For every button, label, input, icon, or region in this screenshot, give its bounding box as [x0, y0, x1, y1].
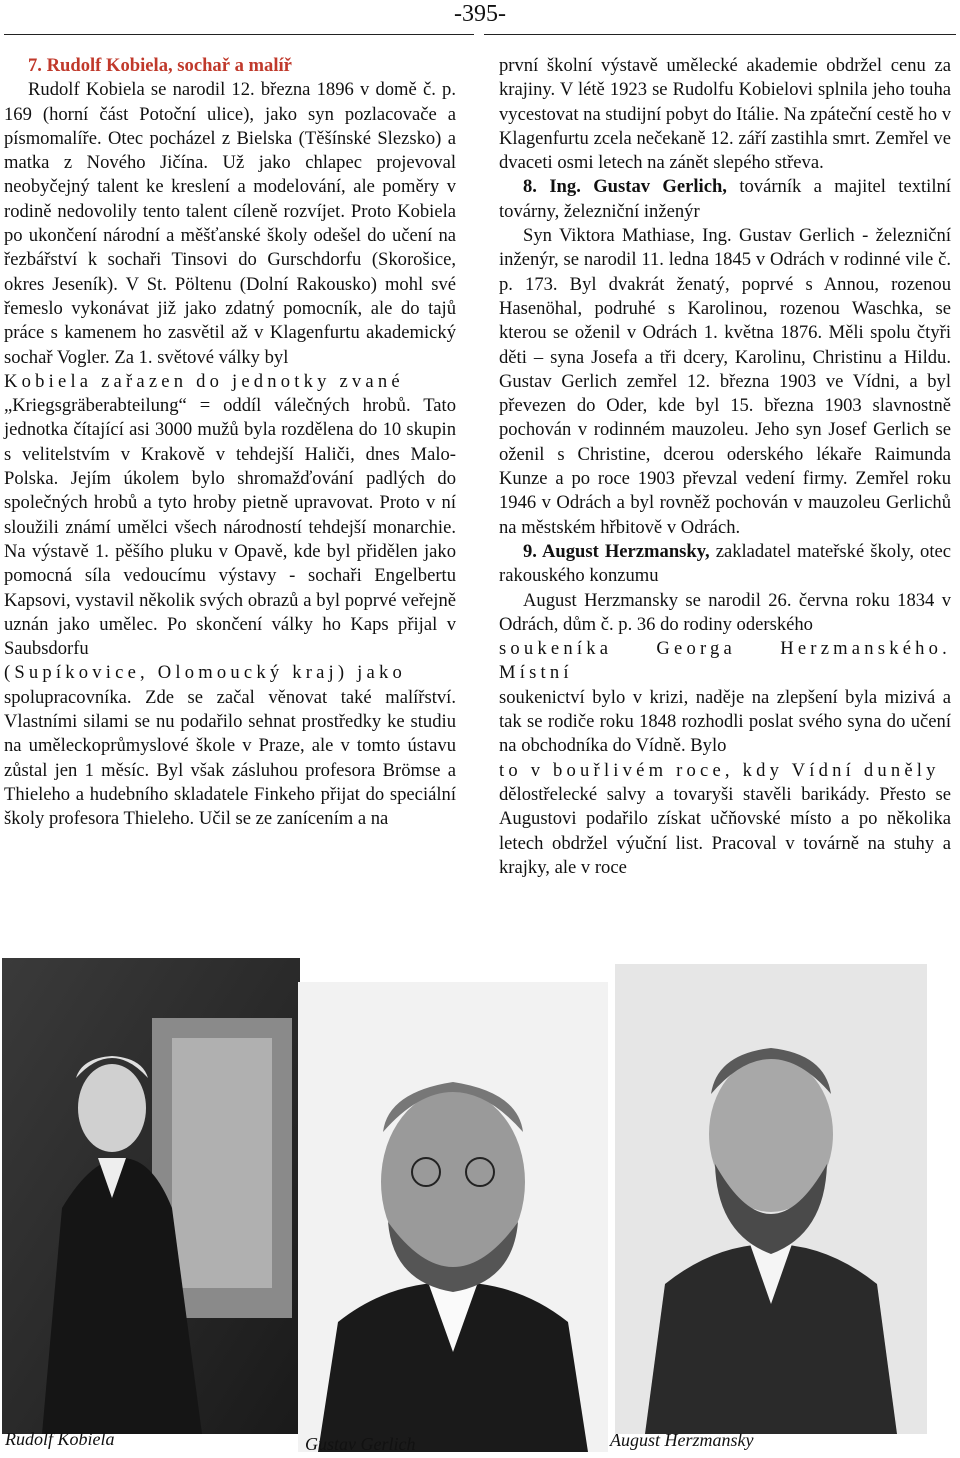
august-herzmansky-photo: [615, 964, 927, 1434]
herzmansky-spaced-line-1: soukeníka Georga Herzmanského. Místní: [499, 638, 951, 684]
rudolf-kobiela-photo: [2, 958, 300, 1434]
header-rule-right: [484, 34, 956, 35]
right-column: [499, 54, 951, 880]
section-8-name: Gustav Gerlich,: [593, 176, 727, 198]
kobiela-spaced-line-2: (Supíkovice, Olomoucký kraj) jako: [4, 662, 406, 684]
section-9-subtitle: zakladatel mateřské školy, otec rakouského konzumu: [499, 540, 951, 587]
kobiela-paragraph-3: spolupracovníka. Zde se začal věnovat také malířství. Vlastními silami se nu podařilo sehnat prostředky ke studiu na uměleckoprůmyslové škole v Praze, ale v tomto ústavu zůstal jen 1 měsíc. Byl však zásluhou profesora Brömse a Thieleho a hudebního skladatele Finkeho přijat do speciální školy profesora Thieleho. Učil se ze zanícením a na: [4, 686, 456, 830]
kobiela-spaced-line-1: Kobiela zařazen do jednotky zvané: [4, 370, 404, 392]
section-8-subtitle: továrník a majitel textilní továrny, železniční inženýr: [499, 176, 951, 222]
gustav-gerlich-photo: [298, 982, 608, 1452]
herzmansky-paragraph-1: August Herzmansky se narodil 26. června roku 1834 v Odrách, dům č. p. 36 do rodiny oderského: [499, 589, 951, 635]
left-column: [4, 54, 456, 832]
caption-herzmansky: August Herzmansky: [610, 1430, 754, 1450]
section-9-name: 9. August Herzmansky,: [523, 540, 710, 562]
section-7-heading: 7. Rudolf Kobiela, sochař a malíř: [28, 55, 292, 76]
caption-kobiela: Rudolf Kobiela: [5, 1429, 115, 1449]
kobiela-paragraph-1: Rudolf Kobiela se narodil 12. března 1896 v domě č. p. 169 (horní část Potoční ulice), jako syn pozlacovače a písmomalíře. Otec pocházel z Bielska (Těšínské Slezsko) a matka z Nového Jičína. Už jako chlapec projevoval neobyčejný talent ke kreslení a modelování, ale poměry v rodině nedovolily tento talent cíleně rozvíjet. Proto Kobiela po ukončení národní a měšťanské školy odešel do učení na řezbářství k sochaři Tinsovi do Gurschdorfu (Skorošice, okres Jeseník). V St. Pöltenu (Dolní Rakousko) mohl své řemeslo vykonávat již jako zdatný pomocník, ale do tajů práce s kamenem ho zasvětil až v Klagenfurtu akademický sochař Vogler. Za 1. světové války byl: [4, 79, 456, 368]
header-rule-left: [4, 34, 474, 35]
section-8-heading: [499, 175, 951, 224]
kobiela-paragraph-4: první školní výstavě umělecké akademie obdržel cenu za krajiny. V létě 1923 se Rudolfu Kobielovi splnila jeho touha vycestovat na studijní pobyt do Itálie. Na zpáteční cestě ho v Klagenfurtu zcela nečekaně 12. září zastihla smrt. Zemřel ve dvaceti osmi letech na zánět slepého střeva.: [499, 55, 951, 174]
herzmansky-paragraph-3: dělostřelecké salvy a tovaryši stavěli barikády. Přesto se Augustovi podařilo získat učňovské místo a po několika letech obdržel výuční list. Pracoval v továrně na stuhy a krajky, ale v roce: [499, 783, 951, 878]
caption-gerlich: Gustav Gerlich: [305, 1434, 416, 1454]
gerlich-paragraph: Syn Viktora Mathiase, Ing. Gustav Gerlich - železniční inženýr, se narodil 11. ledna 1845 v Odrách v rodinné vile č. p. 173. Byl dvakrát ženatý, poprvé s Annou, rozenou Hasenöhal, podruhé s Karolinou, rozenou Waschka, se kterou se oženil v Odrách 1. května 1876. Měli spolu čtyři děti – syna Josefa a tři dcery, Karolinu, Christinu a Hildu. Gustav Gerlich zemřel 12. března 1903 ve Vídni, a byl převezen do Oder, kde byl 15. března 1903 slavnostně pochován v rodinném mauzoleu. Jeho syn Josef Gerlich se oženil s Christine, dcerou oderského lékaře Raimunda Kunze a po roce 1903 převzal vedení firmy. Zemřel roku 1946 v Odrách a byl rovněž pochován v mauzoleu Gerlichů na městském hřbitově v Odrách.: [499, 225, 951, 538]
herzmansky-paragraph-2: soukenictví bylo v krizi, naděje na zlepšení byla mizivá a tak se rodiče roku 1848 rozhodli poslat svého syna do učení na obchodníka do Vídně. Bylo: [499, 686, 951, 757]
kobiela-paragraph-2: „Kriegsgräberabteilung“ = oddíl válečných hrobů. Tato jednotka čítající asi 3000 mužů byla rozdělena do 10 skupin s velitelstvím v Krakově v tehdejší Haliči, dnes Malo-Polska. Jejím úkolem bylo shromažďování padlých do společných hrobů a tyto hroby pietně upravovat. Proto v ní sloužili známí umělci všech národností tehdejší monarchie. Na výstavě 1. pěšího pluku v Opavě, kde byl přidělen jako pomocná síla vedoucímu výstavy - sochaři Engelbertu Kapsovi, vystavil několik svých obrazů a byl poprvé veřejně uznán jako umělec. Po skončení války ho Kaps přijal v Saubsdorfu: [4, 395, 456, 660]
herzmansky-spaced-line-2: to v bouřlivém roce, kdy Vídní duněly: [499, 759, 940, 781]
section-9-heading: [499, 540, 951, 589]
page-number: -395-: [454, 1, 506, 27]
section-8-number: 8. Ing.: [523, 176, 581, 198]
